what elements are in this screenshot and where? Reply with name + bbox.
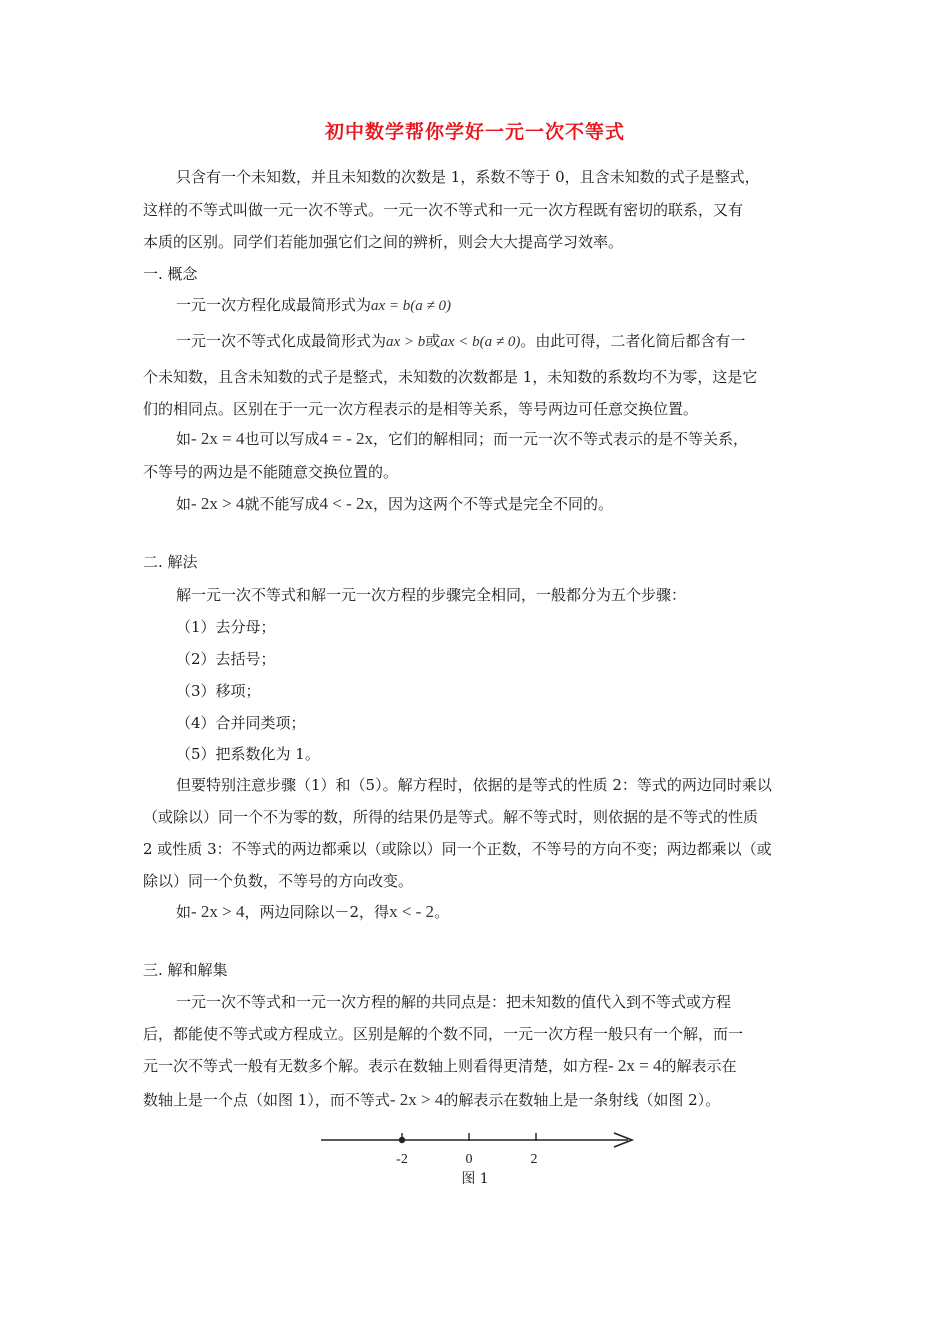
formula: - 2x = 4	[608, 1056, 662, 1075]
s1-l2-or: 或	[425, 332, 441, 350]
s1-line-4: 们的相同点。区别在于一元一次方程表示的是相等关系，等号两边可任意交换位置。	[143, 400, 699, 418]
s1-l7-a: 如	[176, 495, 192, 513]
step-item: （1）去分母；	[176, 618, 276, 636]
s3-line-2: 后，都能使不等式或方程成立。区别是解的个数不同，一元一次方程一般只有一个解，而一	[143, 1025, 744, 1043]
s1-l5-a: 如	[176, 430, 192, 448]
s2-line-1: 解一元一次不等式和解一元一次方程的步骤完全相同，一般都分为五个步骤：	[176, 586, 687, 604]
formula: - 2x > 4	[191, 902, 245, 921]
figure-caption: 图 1	[461, 1171, 489, 1187]
s2-para-line-4: 除以）同一个负数，不等号的方向改变。	[143, 872, 414, 890]
s1-l7-c: ，因为这两个不等式是完全不同的。	[373, 495, 614, 513]
s1-l5-b: 也可以写成	[244, 430, 320, 448]
s3-line-1: 一元一次不等式和一元一次方程的解的共同点是：把未知数的值代入到不等式或方程	[176, 993, 732, 1011]
section-2-heading: 二. 解法	[143, 553, 198, 571]
formula: - 2x = 4	[191, 429, 245, 448]
step-item: （4）合并同类项；	[176, 714, 306, 732]
s2-ex-c: 。	[434, 903, 450, 921]
s3-p3-b: 的解表示在	[661, 1057, 737, 1075]
s2-para-line-2: （或除以）同一个不为零的数，所得的结果仍是等式。解不等式时，则依据的是不等式的性质	[143, 808, 759, 826]
tick-label: -2	[396, 1152, 408, 1167]
s2-ex-b: ，两边同除以－2，得	[244, 903, 390, 921]
formula: - 2x > 4	[191, 494, 245, 513]
formula: 4 = - 2x	[319, 429, 374, 448]
formula: 4 < - 2x	[319, 494, 374, 513]
formula: ax > b	[386, 334, 426, 350]
step-item: （5）把系数化为 1。	[176, 745, 320, 763]
s1-l2-text: 一元一次不等式化成最简形式为	[176, 332, 387, 350]
section-1-heading: 一. 概念	[143, 265, 198, 283]
s2-para-line-3: 2 或性质 3：不等式的两边都乘以（或除以）同一个正数，不等号的方向不变；两边都乘以（或	[143, 840, 772, 858]
s1-l1-text: 一元一次方程化成最简形式为	[176, 296, 372, 314]
section-3-heading: 三. 解和解集	[143, 961, 228, 979]
tick-label: 0	[465, 1152, 473, 1167]
s2-ex-a: 如	[176, 903, 192, 921]
formula: ax = b(a ≠ 0)	[371, 298, 452, 314]
s2-para-line-1: 但要特别注意步骤（1）和（5）。解方程时，依据的是等式的性质 2：等式的两边同时乘以	[176, 776, 772, 794]
solution-point	[399, 1137, 405, 1143]
formula: ax < b(a ≠ 0)	[440, 334, 521, 350]
s1-line-6: 不等号的两边是不能随意交换位置的。	[143, 463, 399, 481]
intro-line-3: 本质的区别。同学们若能加强它们之间的辨析，则会大大提高学习效率。	[143, 233, 624, 251]
intro-line-1: 只含有一个未知数，并且未知数的次数是 1，系数不等于 0，且含未知数的式子是整式，	[176, 168, 760, 186]
page-title: 初中数学帮你学好一元一次不等式	[324, 121, 625, 143]
intro-line-2: 这样的不等式叫做一元一次不等式。一元一次不等式和一元一次方程既有密切的联系，又有	[143, 201, 744, 219]
formula: - 2x > 4	[389, 1090, 444, 1109]
s1-l7-b: 就不能写成	[244, 495, 320, 513]
s3-p4-a: 数轴上是一个点（如图 1），而不等式	[143, 1091, 390, 1109]
s3-p4-b: 的解表示在数轴上是一条射线（如图 2）。	[443, 1091, 721, 1109]
s3-p3-a: 元一次不等式一般有无数多个解。表示在数轴上则看得更清楚，如方程	[143, 1057, 609, 1075]
s1-l2-tail: 。由此可得，二者化简后都含有一	[520, 332, 746, 350]
step-item: （3）移项；	[176, 682, 261, 700]
s1-l5-c: ，它们的解相同；而一元一次不等式表示的是不等关系，	[373, 430, 749, 448]
s1-line-3: 个未知数，且含未知数的式子是整式，未知数的次数都是 1，未知数的系数均不为零，这是它	[143, 368, 758, 386]
tick-label: 2	[530, 1152, 538, 1167]
formula: x < - 2	[389, 902, 435, 921]
step-item: （2）去括号；	[176, 650, 276, 668]
